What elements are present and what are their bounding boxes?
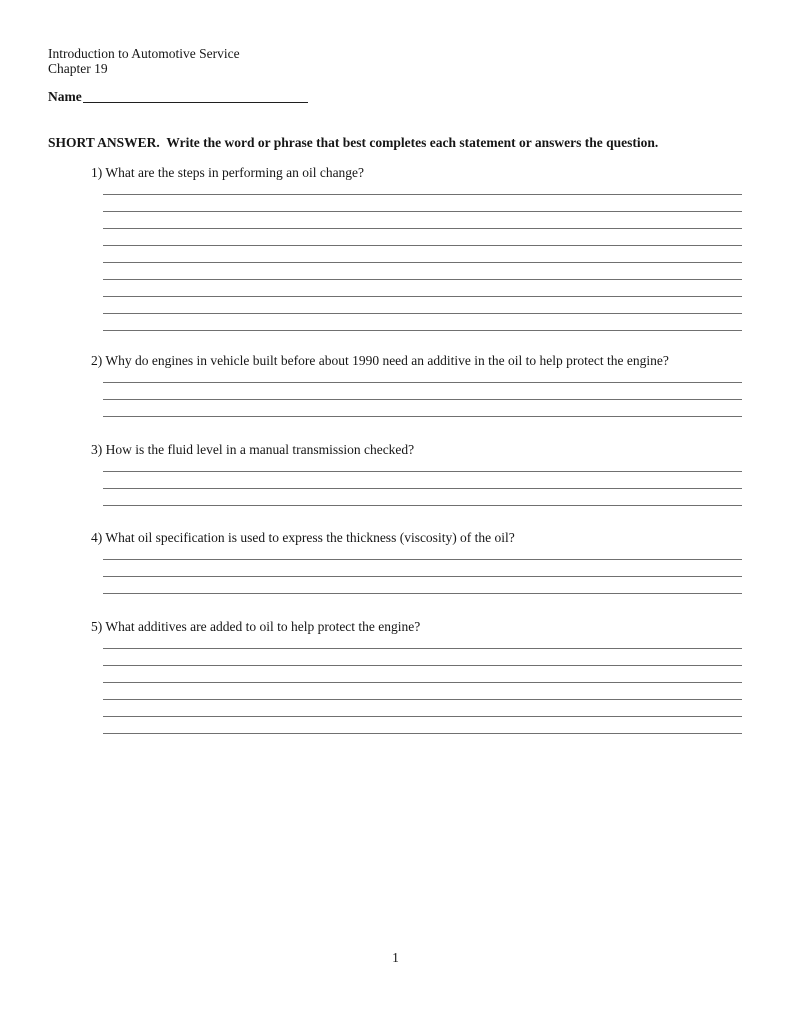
question-3-answer-area <box>103 455 742 506</box>
name-row <box>48 89 308 105</box>
document-header <box>48 46 240 76</box>
question-5-number: 5) <box>91 619 103 634</box>
question-5-answer-area <box>103 632 742 734</box>
question-2-number: 2) <box>91 353 103 368</box>
answer-blank-line <box>103 195 742 212</box>
section-instructions: SHORT ANSWER. Write the word or phrase that best completes each statement or answers the question. <box>48 135 659 150</box>
question-5 <box>0 618 791 734</box>
question-1 <box>0 164 791 331</box>
question-1-answer-area <box>103 178 742 331</box>
answer-blank-line <box>103 472 742 489</box>
question-1-number: 1) <box>91 165 103 180</box>
answer-blank-line <box>103 577 742 594</box>
question-2-body: Why do engines in vehicle built before about 1990 need an additive in the oil to help protect the engine? <box>105 353 669 368</box>
answer-blank-line <box>103 489 742 506</box>
answer-blank-line <box>103 263 742 280</box>
answer-blank-line <box>103 212 742 229</box>
answer-blank-line <box>103 683 742 700</box>
question-3 <box>0 441 791 506</box>
answer-blank-line <box>103 246 742 263</box>
answer-blank-line <box>103 666 742 683</box>
question-4 <box>0 529 791 594</box>
question-5-body: What additives are added to oil to help protect the engine? <box>105 619 421 634</box>
answer-blank-line <box>103 400 742 417</box>
course-title: Introduction to Automotive Service <box>48 46 240 61</box>
name-label: Name <box>48 89 82 104</box>
page-number: 1 <box>392 950 399 965</box>
question-4-body: What oil specification is used to express the thickness (viscosity) of the oil? <box>105 530 515 545</box>
chapter-title: Chapter 19 <box>48 61 108 76</box>
question-4-answer-area <box>103 543 742 594</box>
answer-blank-line <box>103 717 742 734</box>
answer-blank-line <box>103 700 742 717</box>
answer-blank-line <box>103 229 742 246</box>
question-4-number: 4) <box>91 530 103 545</box>
question-3-body: How is the fluid level in a manual transmission checked? <box>105 442 415 457</box>
question-1-body: What are the steps in performing an oil change? <box>105 165 365 180</box>
answer-blank-line <box>103 297 742 314</box>
answer-blank-line <box>103 280 742 297</box>
question-2 <box>0 352 791 417</box>
answer-blank-line <box>103 383 742 400</box>
question-2-text <box>91 352 751 369</box>
answer-blank-line <box>103 560 742 577</box>
answer-blank-line <box>103 314 742 331</box>
question-3-number: 3) <box>91 442 103 457</box>
answer-blank-line <box>103 649 742 666</box>
question-2-answer-area <box>103 366 742 417</box>
name-blank-line <box>83 102 308 104</box>
